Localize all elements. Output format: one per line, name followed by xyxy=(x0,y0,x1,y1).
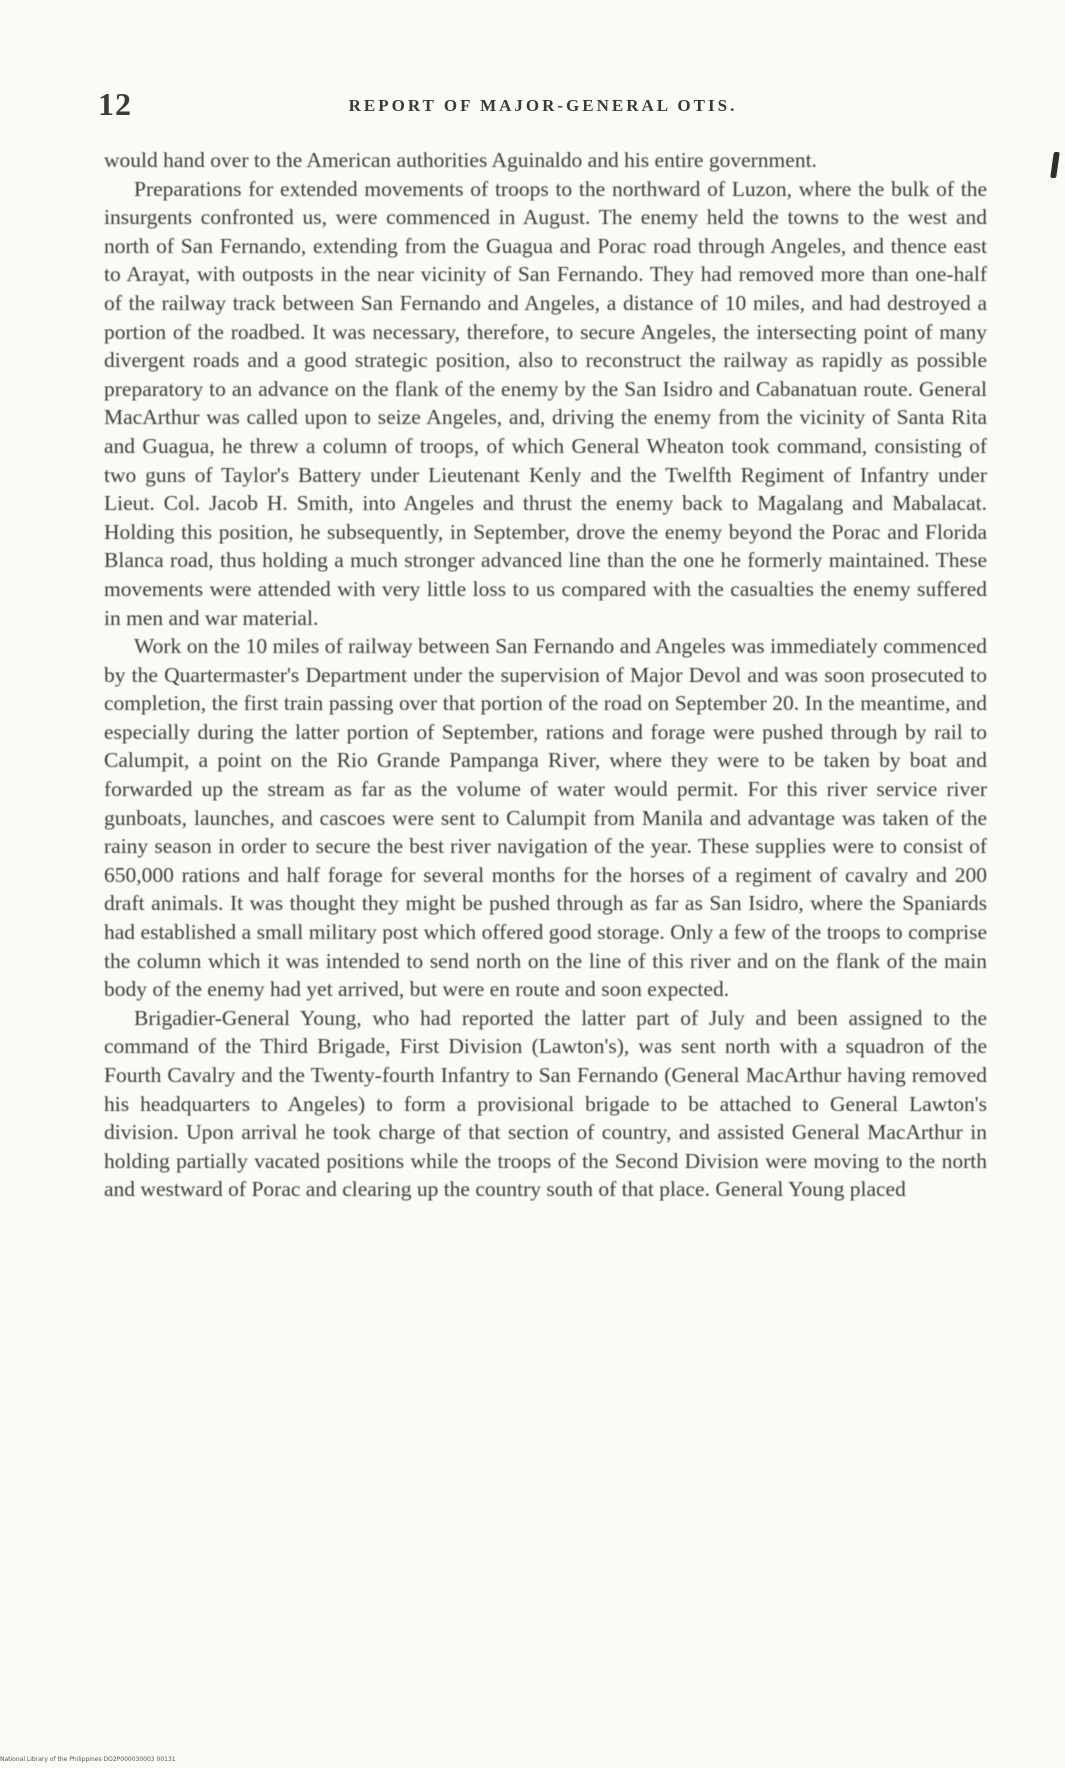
page-number: 12 xyxy=(98,86,132,122)
body-text xyxy=(104,146,987,1204)
running-title: REPORT OF MAJOR-GENERAL OTIS. xyxy=(348,96,738,115)
paragraph-preparations: Preparations for extended movements of troops to the northward of Luzon, where the bulk of the insurgents confronted us, were commenced in August. The enemy held the towns to the west and north of San Fernando, extending from the Guagua and Porac road through Angeles, and thence east to Arayat, with outposts in the near vicinity of San Fernando. They had removed more than one-half of the railway track between San Fernando and Angeles, a distance of 10 miles, and had destroyed a portion of the roadbed. It was necessary, therefore, to secure Angeles, the intersecting point of many divergent roads and a good strategic position, also to reconstruct the railway as rapidly as possible preparatory to an advance on the flank of the enemy by the San Isidro and Cabanatuan route. General MacArthur was called upon to seize Angeles, and, driving the enemy from the vicinity of Santa Rita and Guagua, he threw a column of troops, of which General Wheaton took command, consisting of two guns of Taylor's Battery under Lieutenant Kenly and the Twelfth Regiment of Infantry under Lieut. Col. Jacob H. Smith, into Angeles and thrust the enemy back to Magalang and Mabalacat. Holding this position, he subsequently, in September, drove the enemy beyond the Porac and Florida Blanca road, thus holding a much stronger advanced line than the one he formerly maintained. These movements were attended with very little loss to us compared with the casualties the enemy suffered in men and war material. xyxy=(104,176,987,630)
paragraph-general-young: Brigadier-General Young, who had reported the latter part of July and been assigned to the command of the Third Brigade, First Division (Lawton's), was sent north with a squadron of the Fourth Cavalry and the Twenty-fourth Infantry to San Fernando (General MacArthur having removed his headquarters to Angeles) to form a provisional brigade to be attached to General Lawton's division. Upon arrival he took charge of that section of country, and assisted General MacArthur in holding partially vacated positions while the troops of the Second Division were moving to the north and westward of Porac and clearing up the country south of that place. General Young placed xyxy=(104,1005,987,1202)
page-edge-mark xyxy=(1050,152,1060,178)
paragraph-railway-work: Work on the 10 miles of railway between San Fernando and Angeles was immediately commenced by the Quartermaster's Department under the supervision of Major Devol and was soon prosecuted to completion, the first train passing over that portion of the road on September 20. In the meantime, and especially during the latter portion of September, rations and forage were pushed through by rail to Calumpit, a point on the Rio Grande Pampanga River, where they were to be taken by boat and forwarded up the stream as far as the volume of water would permit. For this river service river gunboats, launches, and cascoes were sent to Calumpit from Manila and advantage was taken of the rainy season in order to secure the best river navigation of the year. These supplies were to consist of 650,000 rations and half forage for several months for the horses of a regiment of cavalry and 200 draft animals. It was thought they might be pushed through as far as San Isidro, where the Spaniards had established a small military post which offered good storage. Only a few of the troops to comprise the column which it was intended to send north on the line of this river and on the flank of the main body of the enemy had yet arrived, but were en route and soon expected. xyxy=(104,634,987,1002)
scan-credit: National Library of the Philippines DO2P000030003 00131 xyxy=(0,1756,176,1763)
running-head xyxy=(98,86,988,126)
paragraph-continued: would hand over to the American authorities Aguinaldo and his entire government. xyxy=(104,148,817,172)
